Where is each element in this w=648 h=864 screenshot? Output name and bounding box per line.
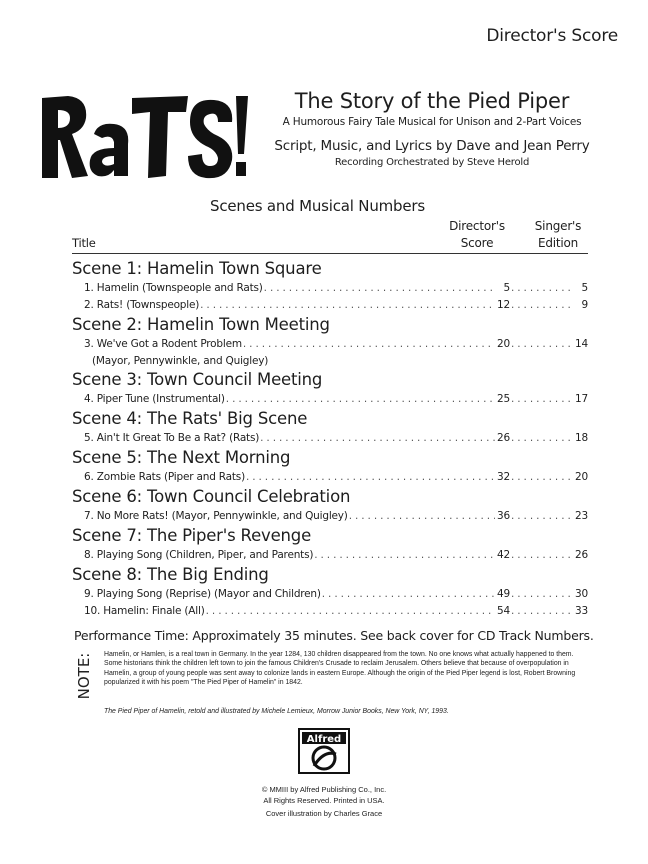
orchestration-line: Recording Orchestrated by Steve Herold	[334, 157, 530, 168]
copyright-line: © MMIII by Alfred Publishing Co., Inc.	[261, 785, 387, 794]
singers-page: 18	[575, 432, 588, 444]
alfred-logo-text: Alfred	[306, 734, 342, 745]
song-title: 5. Ain't It Great To Be a Rat? (Rats)	[84, 432, 260, 444]
dot-leader	[243, 336, 495, 353]
song-title: 6. Zombie Rats (Piper and Rats)	[84, 471, 245, 483]
scene-title: Scene 8: The Big Ending	[72, 565, 269, 584]
alfred-publisher-logo	[298, 728, 350, 774]
scene-title: Scene 7: The Piper's Revenge	[72, 526, 312, 545]
dot-leader	[200, 297, 495, 314]
dot-leader	[246, 469, 495, 486]
note-text: Hamelin, or Hamlen, is a real town in Germany. In the year 1284, 130 children disappeared from the town. No one knows what actually happened to them. Some historians think the children left town to join the famous Children's Crusade to reclaim Jerusalem. Others believe that because of overpopulation in Hamelin, a group of young people was sent away to colonize lands in eastern Europe. Although the origin of the Pied Piper legend is lost, Robert Browning popularized it with his poem "The Pied Piper of Hamelin" in 1842.	[104, 651, 576, 686]
directors-page: 12	[497, 299, 510, 311]
dot-leader	[511, 586, 573, 603]
dot-leader	[322, 586, 495, 603]
song-title: 9. Playing Song (Reprise) (Mayor and Children)	[84, 588, 321, 600]
song-row	[72, 280, 588, 297]
column-header-title: Title	[72, 236, 96, 250]
toc-divider	[72, 253, 588, 254]
song-title: 10. Hamelin: Finale (All)	[84, 605, 205, 617]
dot-leader	[511, 297, 573, 314]
singers-page: 5	[581, 282, 588, 294]
dot-leader	[260, 430, 495, 447]
musical-title: The Story of the Pied Piper	[294, 89, 570, 113]
song-title: 3. We've Got a Rodent Problem	[84, 338, 242, 350]
musical-subtitle: A Humorous Fairy Tale Musical for Unison and 2-Part Voices	[282, 116, 582, 128]
singers-page: 26	[575, 549, 588, 561]
scene-title: Scene 4: The Rats' Big Scene	[72, 409, 308, 428]
directors-page: 54	[497, 605, 510, 617]
song-row	[72, 586, 588, 603]
dot-leader	[264, 280, 495, 297]
credits-line: Script, Music, and Lyrics by Dave and Jean Perry	[274, 138, 590, 154]
directors-page: 20	[497, 338, 510, 350]
song-row	[72, 508, 588, 525]
scene-title: Scene 5: The Next Morning	[72, 448, 291, 467]
dot-leader	[226, 391, 495, 408]
note-label-icon	[72, 648, 96, 704]
song-row	[72, 430, 588, 447]
directors-page: 49	[497, 588, 510, 600]
directors-page: 36	[497, 510, 510, 522]
directors-page: 26	[497, 432, 510, 444]
legal-block	[200, 784, 448, 819]
rats-logo	[38, 92, 250, 182]
dot-leader	[511, 391, 573, 408]
song-title: 7. No More Rats! (Mayor, Pennywinkle, and Quigley)	[84, 510, 348, 522]
song-row	[72, 391, 588, 408]
singers-page: 23	[575, 510, 588, 522]
singers-page: 33	[575, 605, 588, 617]
song-row	[72, 603, 588, 620]
column-header-directors-score	[441, 218, 513, 252]
singers-page: 20	[575, 471, 588, 483]
directors-page: 25	[497, 393, 510, 405]
dot-leader	[206, 603, 495, 620]
song-row	[72, 547, 588, 564]
dot-leader	[349, 508, 495, 525]
song-row	[72, 297, 588, 314]
dot-leader	[511, 547, 573, 564]
song-title: 4. Piper Tune (Instrumental)	[84, 393, 225, 405]
song-row	[72, 336, 588, 353]
column-header-line: Edition	[537, 236, 579, 250]
dot-leader	[511, 280, 573, 297]
song-title: 2. Rats! (Townspeople)	[84, 299, 200, 311]
scene-title: Scene 1: Hamelin Town Square	[72, 259, 322, 278]
dot-leader	[314, 547, 495, 564]
cover-credit: Cover illustration by Charles Grace	[265, 809, 383, 818]
song-performers: (Mayor, Pennywinkle, and Quigley)	[92, 355, 269, 367]
column-header-singers-edition	[528, 218, 588, 252]
rights-line: All Rights Reserved. Printed in USA.	[263, 796, 385, 805]
dot-leader	[511, 469, 573, 486]
dot-leader	[511, 508, 573, 525]
singers-page: 14	[575, 338, 588, 350]
scene-title: Scene 6: Town Council Celebration	[72, 487, 351, 506]
title-block	[252, 88, 612, 169]
scene-title: Scene 3: Town Council Meeting	[72, 370, 323, 389]
dot-leader	[511, 603, 573, 620]
dot-leader	[511, 430, 573, 447]
song-title: 8. Playing Song (Children, Piper, and Parents)	[84, 549, 314, 561]
scene-title: Scene 2: Hamelin Town Meeting	[72, 315, 330, 334]
column-header-line: Director's	[449, 219, 505, 233]
note-label: NOTE:	[75, 652, 93, 700]
column-header-line: Singer's	[534, 219, 582, 233]
directors-page: 42	[497, 549, 510, 561]
singers-page: 9	[581, 299, 588, 311]
song-row	[72, 469, 588, 486]
dot-leader	[511, 336, 573, 353]
book-reference	[104, 708, 586, 715]
singers-page: 17	[575, 393, 588, 405]
directors-page: 32	[497, 471, 510, 483]
performance-time: Performance Time: Approximately 35 minutes. See back cover for CD Track Numbers.	[74, 628, 594, 643]
score-type-label: Director's Score	[486, 26, 618, 46]
toc-heading: Scenes and Musical Numbers	[210, 197, 425, 215]
book-reference-text: The Pied Piper of Hamelin, retold and illustrated by Michele Lemieux, Morrow Junior Books, New York, NY, 1993.	[104, 708, 449, 715]
song-title: 1. Hamelin (Townspeople and Rats)	[84, 282, 263, 294]
directors-page: 5	[503, 282, 510, 294]
column-header-line: Score	[460, 236, 494, 250]
singers-page: 30	[575, 588, 588, 600]
table-of-contents	[72, 258, 588, 620]
